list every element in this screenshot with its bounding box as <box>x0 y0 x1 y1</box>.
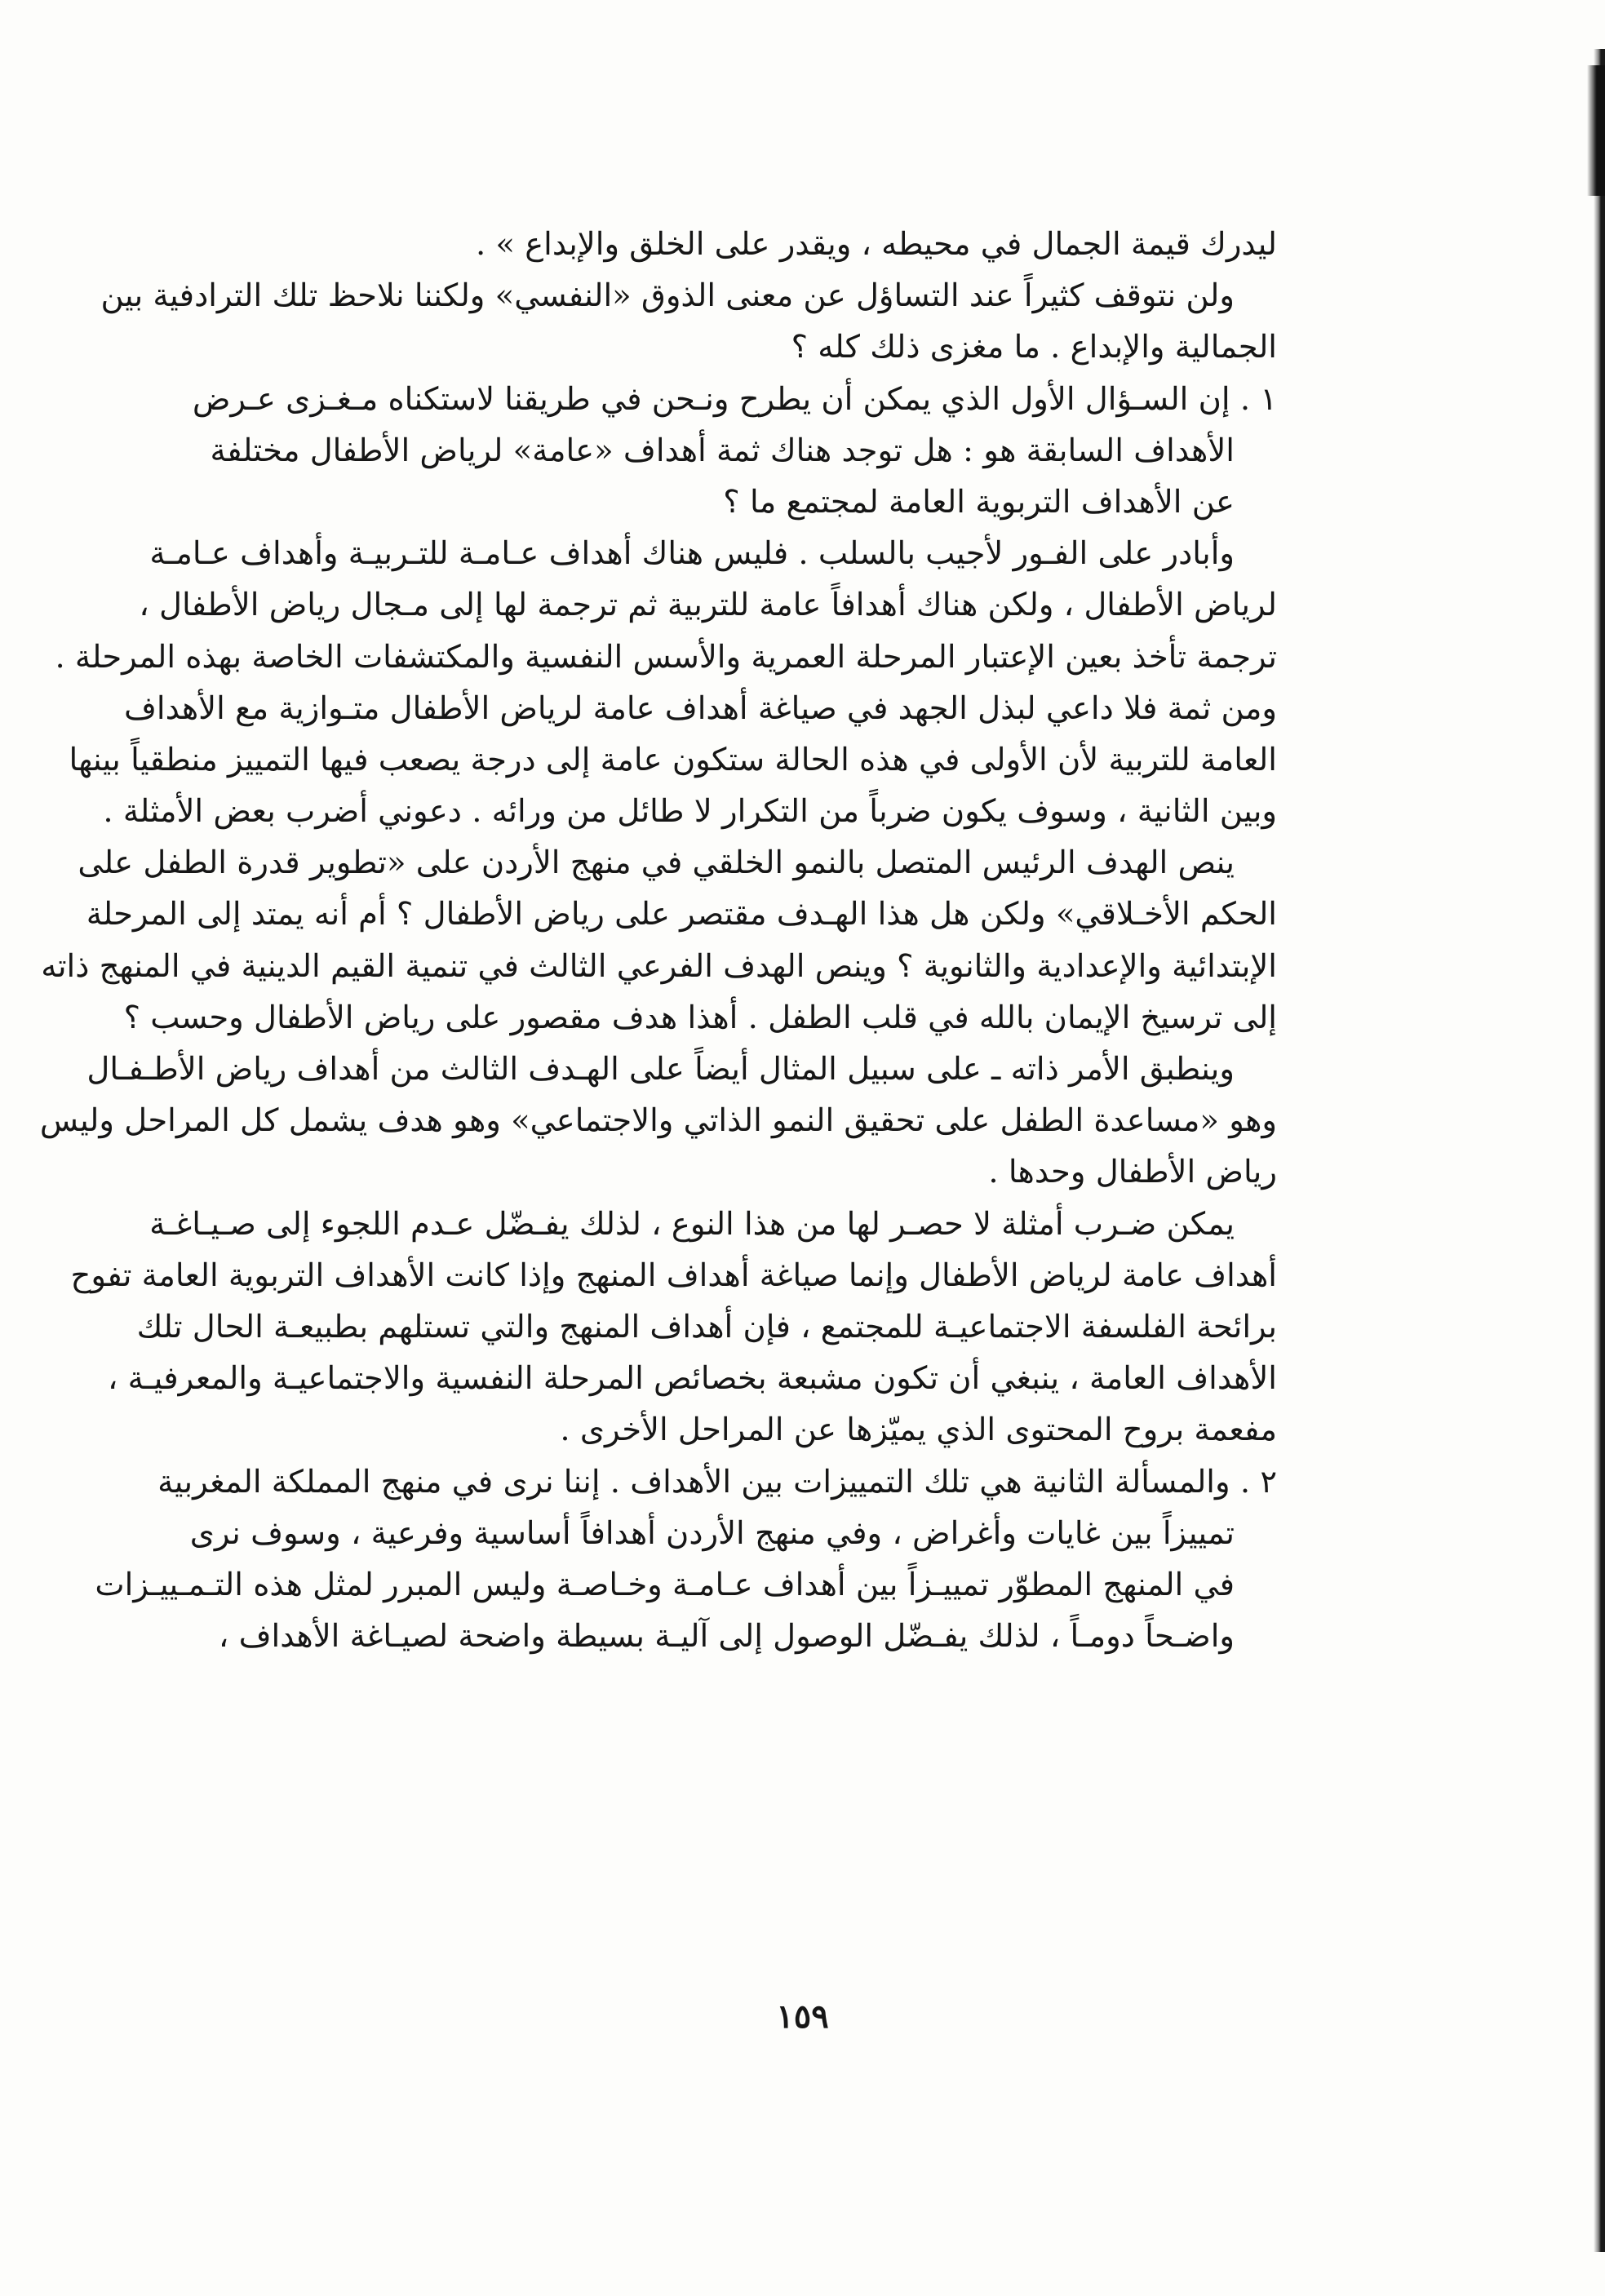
text-line: ليدرك قيمة الجمال في محيطه ، ويقدر على الخلق والإبداع » . <box>475 226 1277 263</box>
text-line: لرياض الأطفال ، ولكن هناك أهدافاً عامة للتربية ثم ترجمة لها إلى مـجال رياض الأطفال ، <box>139 587 1277 624</box>
page-number: ١٥٩ <box>776 1997 829 2036</box>
text-line: ولن نتوقف كثيراً عند التساؤل عن معنى الذوق «النفسي» ولكننا نلاحظ تلك الترادفية بين <box>100 277 1235 315</box>
text-line: مفعمة بروح المحتوى الذي يميّزها عن المراحل الأخرى . <box>560 1412 1277 1449</box>
text-line: برائحة الفلسفة الاجتماعيـة للمجتمع ، فإن أهداف المنهج والتي تستلهم بطبيعـة الحال تلك <box>136 1308 1277 1345</box>
text-line: وبين الثانية ، وسوف يكون ضرباً من التكرار لا طائل من ورائه . دعوني أضرب بعض الأمثلة . <box>103 793 1277 831</box>
text-line: الأهداف السابقة هو : هل توجد هناك ثمة أهداف «عامة» لرياض الأطفال مختلفة <box>210 432 1235 469</box>
text-line: ومن ثمة فلا داعي لبذل الجهد في صياغة أهداف عامة لرياض الأطفال متـوازية مع الأهداف <box>124 689 1277 727</box>
text-line: وهو «مساعدة الطفل على تحقيق النمو الذاتي والاجتماعي» وهو هدف يشمل كل المراحل وليس <box>39 1102 1277 1140</box>
text-line: يمكن ضـرب أمثلة لا حصـر لها من هذا النوع ، لذلك يفـضّل عـدم اللجوء إلى صـيـاغـة <box>149 1205 1235 1243</box>
text-line: ١ . إن السـؤال الأول الذي يمكن أن يطرح ونـحن في طريقنا لاستكناه مـغـزى عـرض <box>192 380 1277 418</box>
scan-shadow-mark <box>1587 65 1605 196</box>
page-body-text <box>39 219 1277 1662</box>
text-line: واضـحاً دومـاً ، لذلك يفـضّل الوصول إلى آليـة بسيطة واضحة لصيـاغة الأهداف ، <box>218 1618 1235 1656</box>
text-line: الحكم الأخـلاقي» ولكن هل هذا الهـدف مقتصر على رياض الأطفال ؟ أم أنه يمتد إلى المرحلة <box>86 896 1277 933</box>
text-line: ترجمة تأخذ بعين الإعتبار المرحلة العمرية والأسس النفسية والمكتشفات الخاصة بهذه المرحلة . <box>55 638 1277 676</box>
scan-shadow-edge <box>1594 49 1605 2252</box>
text-line: الجمالية والإبداع . ما مغزى ذلك كله ؟ <box>791 329 1277 366</box>
text-line: ينص الهدف الرئيس المتصل بالنمو الخلقي في منهج الأردن على «تطوير قدرة الطفل على <box>78 844 1235 882</box>
text-line: ٢ . والمسألة الثانية هي تلك التمييزات بين الأهداف . إننا نرى في منهج المملكة المغربية <box>157 1463 1277 1500</box>
text-line: إلى ترسيخ الإيمان بالله في قلب الطفل . أهذا هدف مقصور على رياض الأطفال وحسب ؟ <box>123 999 1277 1036</box>
text-line: أهداف عامة لرياض الأطفال وإنما صياغة أهداف المنهج وإذا كانت الأهداف التربوية العامة تفوح <box>70 1257 1277 1294</box>
text-line: الإبتدائية والإعدادية والثانوية ؟ وينص الهدف الفرعي الثالث في تنمية القيم الدينية في المنهج ذاته <box>41 947 1277 985</box>
text-line: الأهداف العامة ، ينبغي أن تكون مشبعة بخصائص المرحلة النفسية والاجتماعيـة والمعرفيـة ، <box>108 1360 1277 1398</box>
text-line: العامة للتربية لأن الأولى في هذه الحالة ستكون عامة إلى درجة يصعب فيها التمييز منطقياً بينها <box>69 741 1277 778</box>
text-line: وأبادر على الفـور لأجيب بالسلب . فليس هناك أهداف عـامـة للتـربيـة وأهداف عـامـة <box>149 535 1235 573</box>
text-line: عن الأهداف التربوية العامة لمجتمع ما ؟ <box>723 483 1235 521</box>
text-line: وينطبق الأمر ذاته ـ على سبيل المثال أيضاً على الهـدف الثالث من أهداف رياض الأطـفـال <box>86 1051 1235 1088</box>
text-line: رياض الأطفال وحدها . <box>988 1154 1277 1191</box>
text-line: في المنهج المطوّر تمييـزاً بين أهداف عـامـة وخـاصـة وليس المبرر لمثل هذه التـمـييـزات <box>95 1566 1235 1603</box>
text-line: تمييزاً بين غايات وأغراض ، وفي منهج الأردن أهدافاً أساسية وفرعية ، وسوف نرى <box>189 1514 1235 1552</box>
